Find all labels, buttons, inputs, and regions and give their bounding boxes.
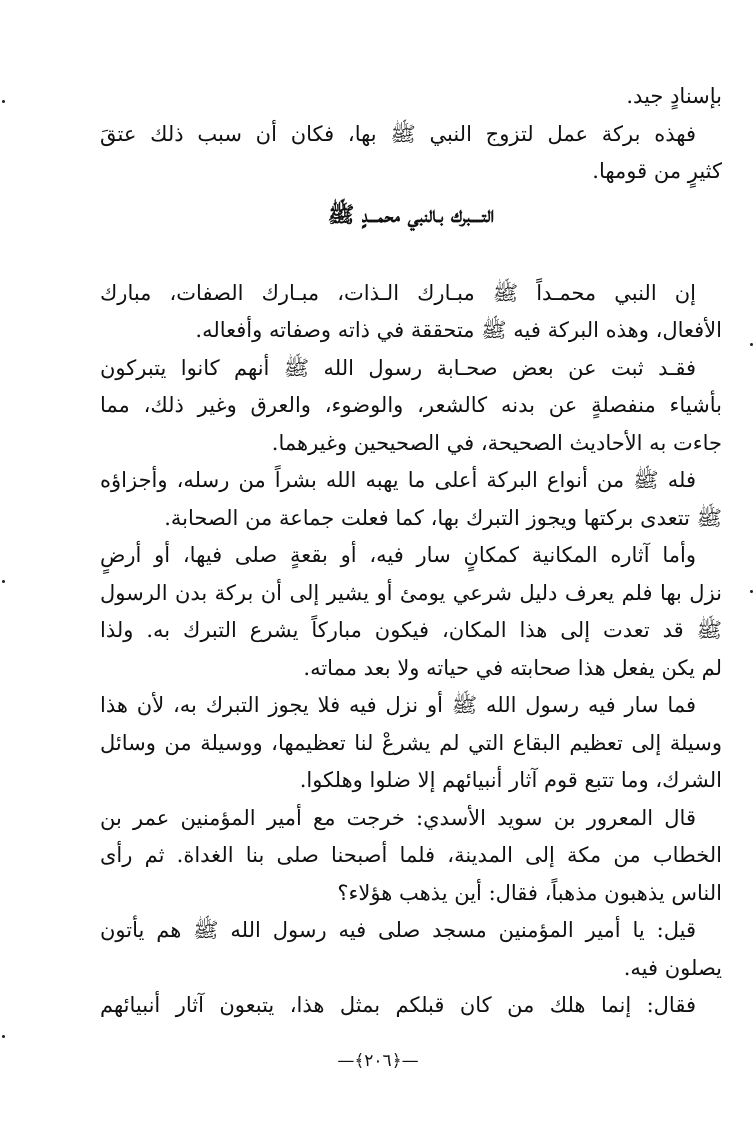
- text-line: ﷺ تتعدى بركتها ويجوز التبرك بها، كما فعلت جماعة من الصحابة.: [164, 505, 722, 530]
- margin-mark: [750, 590, 753, 593]
- margin-mark: [2, 1035, 5, 1038]
- margin-mark: [2, 100, 5, 103]
- text-line: الشرك، وما تتبع قوم آثار أنبيائهم إلا ضلوا وهلكوا.: [299, 768, 722, 792]
- text-line: كثيرٍ من قومها.: [592, 159, 722, 183]
- text-line: قال المعرور بن سويد الأسدي: خرجت مع أمير المؤمنين عمر بن: [100, 805, 696, 830]
- page-text: [100, 78, 722, 1025]
- text-line: الأفعال، وهذه البركة فيه ﷺ متحققة في ذاته وصفاته وأفعاله.: [195, 318, 722, 342]
- text-line: وسيلة إلى تعظيم البقاع التي لم يشرعْ لنا تعظيمها، ووسيلة من وسائل: [100, 730, 722, 755]
- text-line: فما سار فيه رسول الله ﷺ أو نزل فيه فلا يجوز التبرك به، لأن هذا: [100, 693, 696, 717]
- text-line: فقال: إنما هلك من كان قبلكم بمثل هذا، يتبعون آثار أنبيائهم: [100, 993, 696, 1017]
- text-line: وأما آثاره المكانية كمكانٍ سار فيه، أو بقعةٍ صلى فيها، أو أرضٍ: [100, 543, 696, 567]
- text-line: يصلون فيه.: [623, 955, 722, 980]
- text-line: لم يكن يفعل هذا صحابته في حياته ولا بعد مماته.: [303, 655, 722, 680]
- text-line: فقـد ثبت عن بعض صحـابة رسول الله ﷺ أنهم كانوا يتبركون: [100, 355, 696, 380]
- body-lines: [100, 275, 722, 1025]
- text-line: بإسنادٍ جيد.: [626, 84, 722, 108]
- margin-mark: [750, 343, 753, 346]
- text-line: بأشياء منفصلةٍ عن بدنه كالشعر، والوضوء، والعرق وغير ذلك، مما: [100, 393, 722, 417]
- text-line: جاءت به الأحاديث الصحيحة، في الصحيحين وغيرهما.: [271, 430, 722, 455]
- text-line: الناس يذهبون مذهباً، فقال: أين يذهب هؤلاء؟: [337, 880, 722, 905]
- text-line: إن النبي محمـداً ﷺ مبـارك الـذات، مبـارك الصفات، مبارك: [100, 280, 696, 305]
- margin-mark: [2, 580, 5, 583]
- text-line: نزل بها فلم يعرف دليل شرعي يومئ أو يشير إلى أن بركة بدن الرسول: [100, 580, 722, 605]
- intro-lines: [100, 78, 722, 191]
- text-line: قيل: يا أمير المؤمنين مسجد صلى فيه رسول الله ﷺ هم يأتون: [100, 918, 696, 942]
- text-line: فله ﷺ من أنواع البركة أعلى ما يهبه الله بشراً من رسله، وأجزاؤه: [100, 468, 696, 492]
- text-line: فهذه بركة عمل لتزوج النبي ﷺ بها، فكان أن سبب ذلك عتقَ: [100, 121, 696, 146]
- section-heading: التــــبرك بـالنبي محمـــدٍ ﷺ: [327, 201, 495, 228]
- page-number: —﴿٢٠٦﴾—: [337, 1051, 419, 1071]
- text-line: ﷺ قد تعدت إلى هذا المكان، فيكون مباركاً يشرع التبرك به. ولذا: [100, 618, 722, 642]
- text-line: الخطاب من مكة إلى المدينة، فلما أصبحنا صلى بنا الغداة. ثم رأى: [100, 843, 722, 867]
